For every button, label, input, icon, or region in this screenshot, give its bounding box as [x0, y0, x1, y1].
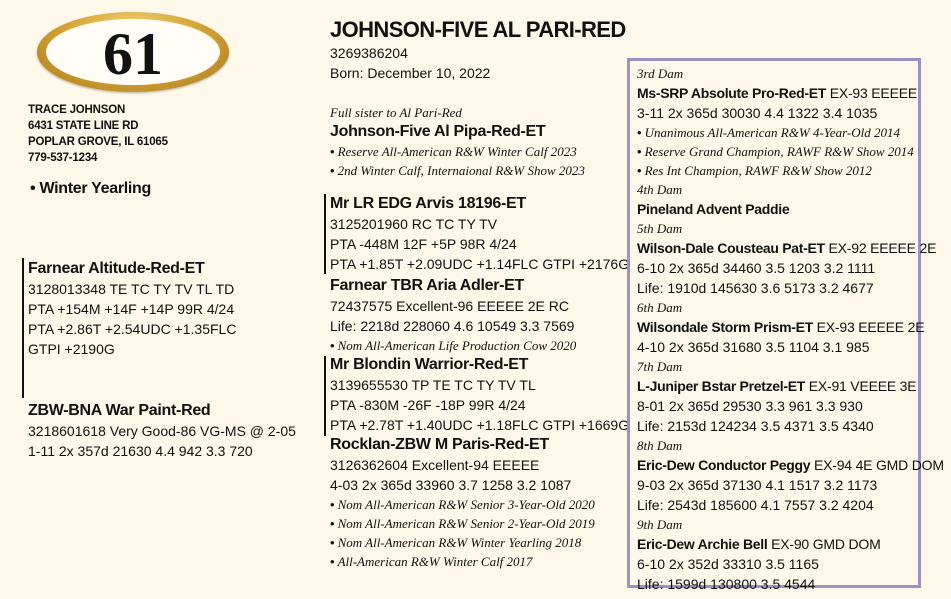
- pedigree-bracket-lower: [324, 356, 326, 436]
- dam-name: ZBW-BNA War Paint-Red: [28, 402, 211, 419]
- pedigree-note: • Nom All-American Life Production Cow 2020: [330, 338, 577, 353]
- consignor-street: 6431 STATE LINE RD: [28, 120, 139, 132]
- dam-entry-line: Life: 2543d 185600 4.1 7557 3.2 4204: [637, 497, 874, 513]
- dam-block: [28, 401, 296, 461]
- pedigree-line: 72437575 Excellent-96 EEEEE 2E RC: [330, 298, 569, 314]
- pedigree-line: 3126362604 Excellent-94 EEEEE: [330, 457, 540, 473]
- dam-generation-label: 6th Dam: [637, 300, 683, 315]
- dam-entry-note: • Res Int Champion, RAWF R&W Show 2012: [637, 163, 872, 178]
- sister-label: Full sister to Al Pari-Red: [330, 105, 462, 120]
- pedigree-line: PTA +1.85T +2.09UDC +1.14FLC GTPI +2176G: [330, 256, 630, 272]
- dam-entry-name: Pineland Advent Paddie: [637, 201, 790, 217]
- pedigree-name: Mr Blondin Warrior-Red-ET: [330, 356, 529, 373]
- dam-generation-label: 8th Dam: [637, 438, 683, 453]
- pedigree-line: 4-03 2x 365d 33960 3.7 1258 3.2 1087: [330, 477, 572, 493]
- pedigree-note: • Nom All-American R&W Senior 2-Year-Old 2019: [330, 516, 595, 531]
- animal-name: JOHNSON-FIVE AL PARI-RED: [330, 17, 626, 42]
- category-label: • Winter Yearling: [30, 180, 151, 197]
- pedigree-line: 3125201960 RC TC TY TV: [330, 216, 498, 232]
- pedigree-line: PTA +2.78T +1.40UDC +1.18FLC GTPI +1669G: [330, 417, 630, 433]
- pedigree-name: Farnear TBR Aria Adler-ET: [330, 277, 525, 294]
- dam-generation-label: 3rd Dam: [637, 66, 684, 81]
- dam-generation-label: 4th Dam: [637, 182, 683, 197]
- sister-block: [330, 103, 585, 180]
- sire-line: PTA +154M +14F +14P 99R 4/24: [28, 301, 235, 317]
- sister-note: • 2nd Winter Calf, Internaional R&W Show 2023: [330, 163, 585, 178]
- pedigree-column: [330, 194, 629, 571]
- pedigree-bracket-upper: [324, 194, 326, 274]
- dam-entry-line: 3-11 2x 365d 30030 4.4 1322 3.4 1035: [637, 105, 878, 121]
- dam-line: 1-11 2x 357d 21630 4.4 942 3.3 720: [28, 443, 253, 459]
- pedigree-name: Rocklan-ZBW M Paris-Red-ET: [330, 436, 549, 453]
- dam-generation-label: 5th Dam: [637, 221, 683, 236]
- dam-entry-name: Eric-Dew Archie Bell EX-90 GMD DOM: [637, 536, 881, 552]
- sire-line: GTPI +2190G: [28, 341, 115, 357]
- dam-entry-name: Wilsondale Storm Prism-ET EX-93 EEEEE 2E: [637, 319, 925, 335]
- dam-family-list: [637, 64, 944, 594]
- pedigree-name: Mr LR EDG Arvis 18196-ET: [330, 195, 526, 212]
- sire-name: Farnear Altitude-Red-ET: [28, 260, 205, 277]
- sire-line: PTA +2.86T +2.54UDC +1.35FLC: [28, 321, 237, 337]
- dam-entry-line: 4-10 2x 365d 31680 3.5 1104 3.1 985: [637, 339, 870, 355]
- dam-entry-line: 6-10 2x 352d 33310 3.5 1165: [637, 556, 819, 572]
- pedigree-note: • Nom All-American R&W Winter Yearling 2018: [330, 535, 582, 550]
- pedigree-line: PTA -830M -26F -18P 99R 4/24: [330, 397, 526, 413]
- consignor-city: POPLAR GROVE, IL 61065: [28, 136, 168, 148]
- pedigree-note: • All-American R&W Winter Calf 2017: [330, 554, 533, 569]
- sire-bracket: [22, 258, 24, 398]
- dam-entry-line: Life: 1910d 145630 3.6 5173 3.2 4677: [637, 280, 874, 296]
- animal-header: [330, 17, 626, 83]
- sister-name: Johnson-Five Al Pipa-Red-ET: [330, 123, 546, 140]
- dam-generation-label: 9th Dam: [637, 517, 683, 532]
- sire-block: [28, 259, 236, 359]
- dam-entry-line: Life: 2153d 124234 3.5 4371 3.5 4340: [637, 418, 874, 434]
- dam-entry-line: 9-03 2x 365d 37130 4.1 1517 3.2 1173: [637, 477, 878, 493]
- dam-entry-line: 6-10 2x 365d 34460 3.5 1203 3.2 1111: [637, 260, 876, 276]
- pedigree-line: PTA -448M 12F +5P 98R 4/24: [330, 236, 517, 252]
- consignor-block: [28, 102, 168, 166]
- dam-entry-name: Wilson-Dale Cousteau Pat-ET EX-92 EEEEE 2E: [637, 240, 937, 256]
- lot-number: 61: [103, 21, 163, 87]
- consignor-phone: 779-537-1234: [28, 152, 98, 164]
- consignor-name: TRACE JOHNSON: [28, 104, 126, 116]
- dam-entry-name: L-Juniper Bstar Pretzel-ET EX-91 VEEEE 3E: [637, 378, 917, 394]
- lot-badge-inner: [46, 19, 220, 85]
- sire-line: 3128013348 TE TC TY TV TL TD: [28, 281, 235, 297]
- lot-badge: [37, 12, 229, 92]
- dam-generation-label: 7th Dam: [637, 359, 683, 374]
- dam-entry-line: Life: 1599d 130800 3.5 4544: [637, 576, 816, 592]
- dam-entry-note: • Reserve Grand Champion, RAWF R&W Show 2014: [637, 144, 914, 159]
- pedigree-note: • Nom All-American R&W Senior 3-Year-Old 2020: [330, 497, 595, 512]
- dam-entry-note: • Unanimous All-American R&W 4-Year-Old 2014: [637, 125, 900, 140]
- animal-reg: 3269386204: [330, 45, 408, 61]
- pedigree-line: 3139655530 TP TE TC TY TV TL: [330, 377, 536, 393]
- dam-entry-name: Ms-SRP Absolute Pro-Red-ET EX-93 EEEEE: [637, 85, 917, 101]
- dam-entry-line: 8-01 2x 365d 29530 3.3 961 3.3 930: [637, 398, 863, 414]
- dam-line: 3218601618 Very Good-86 VG-MS @ 2-05: [28, 423, 296, 439]
- pedigree-line: Life: 2218d 228060 4.6 10549 3.3 7569: [330, 318, 575, 334]
- animal-born: Born: December 10, 2022: [330, 65, 491, 81]
- sister-note: • Reserve All-American R&W Winter Calf 2023: [330, 144, 577, 159]
- dam-entry-name: Eric-Dew Conductor Peggy EX-94 4E GMD DOM: [637, 457, 944, 473]
